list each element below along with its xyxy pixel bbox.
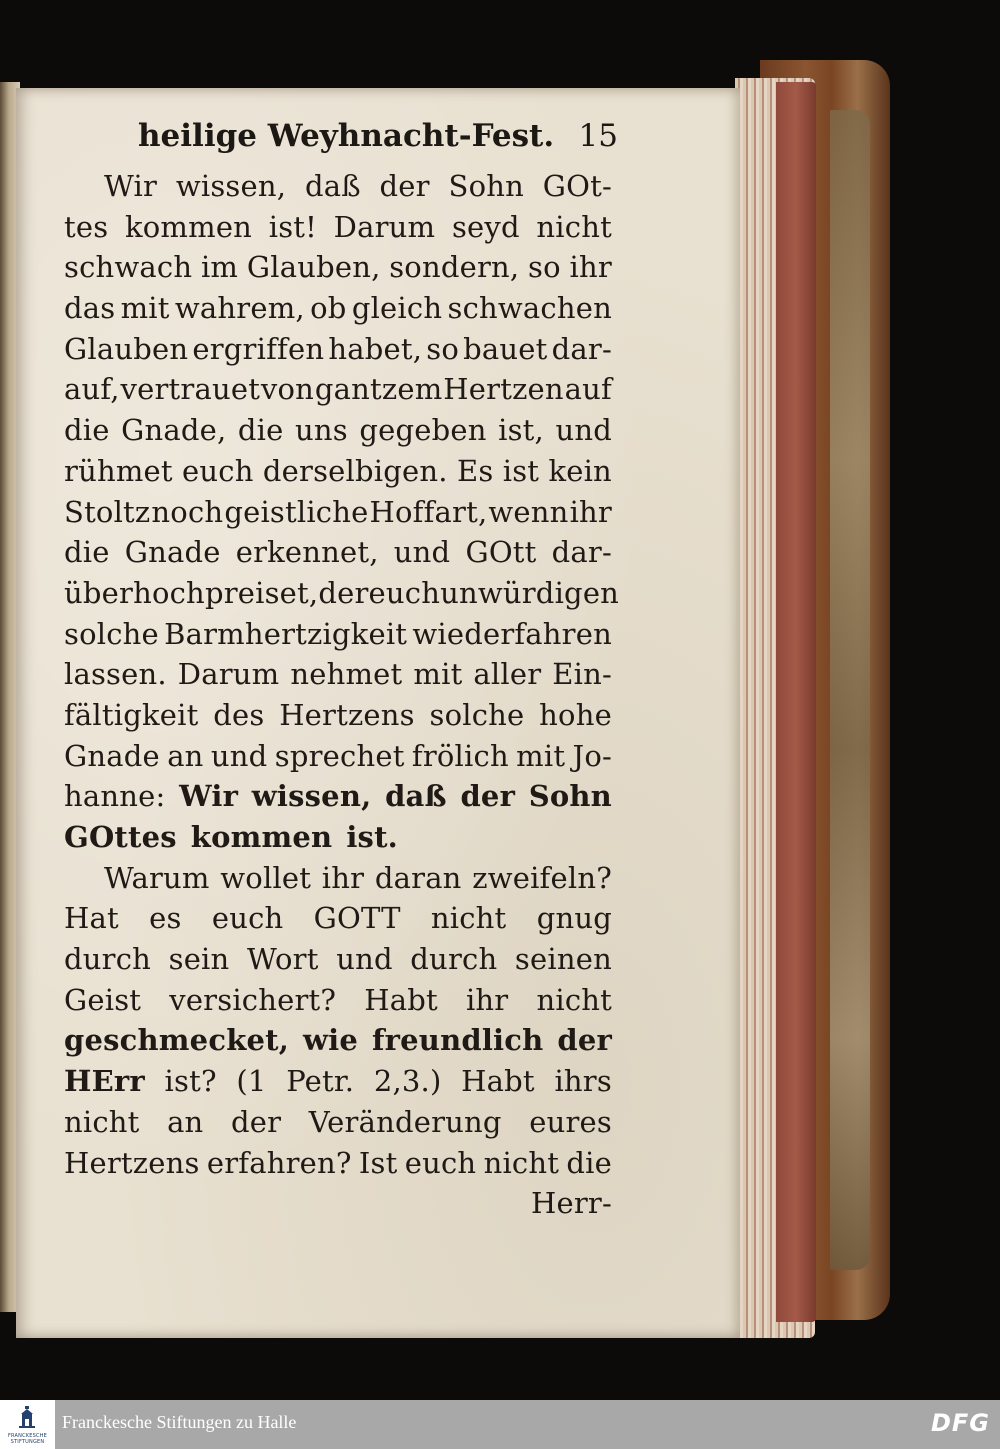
word: mit (120, 291, 170, 326)
word: habet, (328, 331, 423, 366)
word: von (260, 372, 315, 407)
text-line (64, 898, 612, 939)
word: so (426, 331, 459, 366)
word: gnug (536, 901, 612, 936)
word: Glauben (64, 331, 189, 366)
word: der (230, 1104, 282, 1139)
text-line (64, 614, 612, 655)
word: HErr (64, 1064, 145, 1099)
text-line (64, 329, 612, 370)
word: an (167, 1104, 204, 1139)
text-line (64, 654, 612, 695)
word: gegeben (359, 413, 487, 448)
word: Darum (177, 657, 280, 692)
word: wahrem, (174, 291, 305, 326)
word: vertrauet (120, 372, 261, 407)
word: und (336, 942, 393, 977)
word: solche (64, 616, 159, 651)
word: nicht (430, 901, 507, 936)
word: die (64, 535, 110, 570)
word: im (200, 250, 239, 285)
word: Darum (333, 209, 436, 244)
word: bauet (463, 331, 548, 366)
word: erfahren? (206, 1145, 352, 1180)
word: frölich (411, 738, 509, 773)
text-line (64, 166, 612, 207)
word: seinen (514, 942, 612, 977)
word: durch (410, 942, 498, 977)
word: und (555, 413, 612, 448)
word: ergriffen (192, 331, 325, 366)
word: der (379, 169, 430, 203)
word: versichert? (169, 982, 337, 1017)
word: auf, (64, 372, 120, 407)
page-header (138, 118, 618, 160)
word: wie (302, 1023, 359, 1058)
word: Glauben, (246, 250, 381, 285)
text-line (64, 247, 612, 288)
word: Sohn (448, 169, 525, 203)
word: wissen, (251, 779, 372, 814)
text-line (64, 817, 612, 858)
word: Hoffart, (369, 494, 488, 529)
text-line (64, 532, 612, 573)
text-line (64, 451, 612, 492)
word: ist, (498, 413, 544, 448)
word: Stoltz (64, 494, 151, 529)
word: rühmet (64, 453, 173, 488)
word: aller (473, 657, 542, 692)
logo-caption (0, 1433, 55, 1445)
word: zweifeln? (472, 860, 612, 895)
word: Habt (364, 982, 438, 1017)
word: ihr (569, 250, 612, 285)
word: Hertzens (64, 1145, 200, 1180)
word: 2,3.) (373, 1064, 442, 1099)
word: kommen (124, 209, 253, 244)
word: tes (64, 209, 109, 244)
word: nicht (64, 1104, 140, 1139)
text-line (64, 492, 612, 533)
word: der (460, 779, 516, 814)
word: erkennet, (235, 535, 379, 570)
word: sondern, (389, 250, 520, 285)
word: wiederfahren (412, 616, 612, 651)
word: Ist (358, 1145, 398, 1180)
text-line (64, 1102, 612, 1143)
text-line (64, 573, 620, 614)
word: ihr (465, 982, 509, 1017)
word: Gnade (124, 535, 221, 570)
word: Petr. (286, 1064, 355, 1099)
word: seyd (451, 209, 520, 244)
word: Hertzen (443, 372, 564, 407)
word: die (64, 413, 110, 448)
word: an (167, 738, 204, 773)
word: hohe (539, 697, 612, 732)
word: unwürdigen (440, 575, 620, 610)
word: sprechet (274, 738, 405, 773)
text-line (64, 980, 612, 1021)
word: Gnade, (121, 413, 227, 448)
dfg-logo[interactable]: DFG (930, 1409, 990, 1437)
word: Es (456, 453, 494, 488)
word: Wir (179, 779, 239, 814)
word: mit (516, 738, 566, 773)
word: ihr (569, 494, 612, 529)
word: Barmhertzigkeit (164, 616, 408, 651)
word: nicht (536, 209, 612, 244)
word: kein (548, 453, 612, 488)
word: Ein- (552, 657, 612, 692)
word: die (566, 1145, 612, 1180)
word: des (213, 697, 265, 732)
text-line (64, 1183, 612, 1224)
word: noch (151, 494, 224, 529)
text-line (64, 1061, 612, 1102)
word: Hertzens (279, 697, 415, 732)
word: daß (304, 169, 361, 203)
word: dar- (551, 331, 612, 366)
word: eures (529, 1104, 612, 1139)
footer-bar (0, 1400, 1000, 1449)
word: kommen (190, 820, 333, 854)
word: ist? (164, 1064, 217, 1099)
word: euch (182, 453, 254, 488)
word: Gnade (64, 738, 160, 773)
institution-name[interactable]: Franckesche Stiftungen zu Halle (62, 1412, 297, 1432)
word: geschmecket, (64, 1023, 290, 1058)
word: ist (502, 453, 540, 488)
text-line (64, 858, 612, 899)
word: geistliche (224, 494, 369, 529)
word: über (64, 575, 134, 610)
word: gantzem (314, 372, 443, 407)
word: ihr (321, 860, 365, 895)
text-line (64, 736, 612, 777)
word: fältigkeit (64, 697, 199, 732)
word: euch (211, 901, 284, 936)
word: ist. (346, 820, 398, 854)
word: das (64, 291, 116, 326)
text-line (64, 695, 612, 736)
word: nicht (483, 1145, 560, 1180)
word: GOtt (465, 535, 537, 570)
word: es (149, 901, 182, 936)
word: wissen, (175, 169, 287, 203)
word: sein (168, 942, 230, 977)
word: Veränderung (308, 1104, 502, 1139)
word: euch (404, 1145, 477, 1180)
word: gleich (351, 291, 443, 326)
word: Warum (104, 860, 210, 895)
institution-logo[interactable] (0, 1400, 55, 1449)
page-number: 15 (578, 118, 618, 154)
word: lassen. (64, 657, 167, 692)
text-line (64, 369, 612, 410)
word: wollet (220, 860, 312, 895)
word: schwachen (447, 291, 612, 326)
word: und (210, 738, 268, 773)
red-page-edge (776, 82, 816, 1322)
word: preiset, (204, 575, 319, 610)
word: GOttes (64, 820, 177, 854)
text-line (64, 939, 612, 980)
word: der (557, 1023, 612, 1058)
text-line (64, 776, 612, 817)
word: derselbigen. (262, 453, 448, 488)
word: solche (429, 697, 525, 732)
word: hoch (133, 575, 205, 610)
text-line (64, 410, 612, 451)
word: Sohn (528, 779, 612, 814)
word: ihrs (554, 1064, 612, 1099)
text-line (64, 207, 612, 248)
word: euch (368, 575, 441, 610)
text-line (64, 1143, 612, 1184)
building-emblem-icon (19, 1406, 35, 1428)
cover-leather-texture (830, 110, 870, 1270)
word: GOTT (313, 901, 401, 936)
word: (1 (236, 1064, 267, 1099)
running-title: heilige Weyhnacht-Fest. (138, 118, 555, 154)
word: die (237, 413, 284, 448)
word: Herr- (531, 1186, 612, 1221)
word: schwach (64, 250, 193, 285)
word: nicht (536, 982, 612, 1017)
logo-caption-line2: STIFTUNGEN (10, 1439, 45, 1445)
word: GOt- (542, 169, 612, 203)
word: nehmet (290, 657, 403, 692)
word: Hat (64, 901, 119, 936)
word: wenn (488, 494, 569, 529)
word: mit (413, 657, 463, 692)
word: uns (295, 413, 348, 448)
body-text (64, 166, 620, 1224)
word: Habt (461, 1064, 535, 1099)
text-line (64, 1020, 612, 1061)
word: so (528, 250, 561, 285)
word: Jo- (572, 738, 612, 773)
word: hanne: (64, 779, 166, 814)
word: und (393, 535, 451, 570)
word: freundlich (371, 1023, 544, 1058)
word: daran (374, 860, 462, 895)
word: dar- (551, 535, 612, 570)
word: auf (564, 372, 612, 407)
word: Geist (64, 982, 142, 1017)
text-line (64, 288, 612, 329)
word: der (318, 575, 369, 610)
logo-caption-line1: FRANCKESCHE (7, 1433, 48, 1439)
word: ist! (268, 209, 317, 244)
word: ob (310, 291, 347, 326)
word: daß (385, 779, 447, 814)
word: Wort (246, 942, 319, 977)
word: Wir (104, 169, 158, 203)
word: durch (64, 942, 152, 977)
